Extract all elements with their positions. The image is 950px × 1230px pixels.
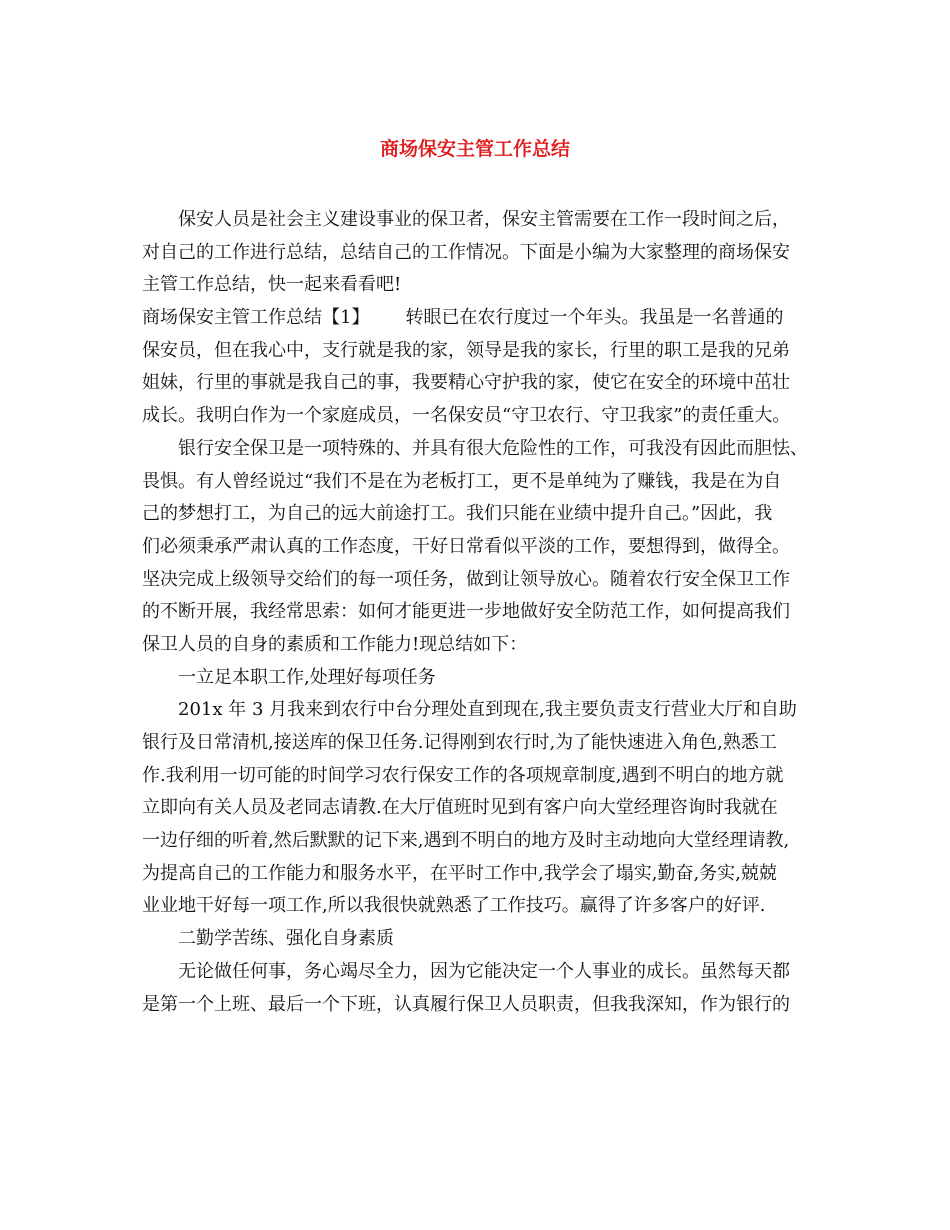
line-text: 立即向有关人员及老同志请教.在大厅值班时见到有客户向大堂经理咨询时我就在	[142, 797, 778, 819]
line-text: 银行安全保卫是一项特殊的、并具有很大危险性的工作，可我没有因此而胆怯、	[178, 437, 808, 459]
text-line	[142, 662, 822, 695]
text-line	[142, 204, 822, 237]
text-line	[142, 466, 822, 499]
text-line	[142, 498, 822, 531]
line-text: 成长。我明白作为一个家庭成员，一名保安员“守卫农行、守卫我家”的责任重大。	[142, 405, 791, 427]
line-text: 作.我利用一切可能的时间学习农行保安工作的各项规章制度,遇到不明白的地方就	[142, 764, 784, 786]
document-body	[142, 204, 822, 1021]
text-line	[142, 531, 822, 564]
text-line	[142, 890, 822, 923]
line-text: 转眼已在农行度过一个年头。我虽是一名普通的	[405, 307, 784, 329]
text-line	[142, 923, 822, 956]
text-line	[142, 792, 822, 825]
line-text: 银行及日常清机,接送库的保卫任务.记得刚到农行时,为了能快速进入角色,熟悉工	[142, 732, 777, 753]
section-heading: 商场保安主管工作总结【1】	[142, 307, 370, 329]
text-line	[142, 400, 822, 433]
text-line	[142, 433, 822, 466]
line-text: 对自己的工作进行总结，总结自己的工作情况。下面是小编为大家整理的商场保安	[142, 241, 790, 263]
line-text: 的不断开展，我经常思索：如何才能更进一步地做好安全防范工作，如何提高我们	[142, 601, 790, 623]
line-text: 畏惧。有人曾经说过“我们不是在为老板打工，更不是单纯为了赚钱，我是在为自	[142, 470, 782, 492]
line-text: 们必须秉承严肃认真的工作态度，干好日常看似平淡的工作，要想得到，做得全。	[142, 535, 790, 557]
line-text: 坚决完成上级领导交给们的每一项任务，做到让领导放心。随着农行安全保卫工作	[142, 568, 790, 590]
line-text: 主管工作总结，快一起来看看吧!	[142, 274, 402, 296]
text-line	[142, 302, 822, 335]
text-line	[142, 989, 822, 1022]
line-text: 为提高自己的工作能力和服务水平，在平时工作中,我学会了塌实,勤奋,务实,兢兢	[142, 862, 777, 884]
text-line	[142, 858, 822, 891]
line-text: 保安人员是社会主义建设事业的保卫者，保安主管需要在工作一段时间之后，	[178, 209, 790, 230]
line-text: 无论做任何事，务心竭尽全力，因为它能决定一个人事业的成长。虽然每天都	[178, 960, 790, 982]
line-text: 一立足本职工作,处理好每项任务	[178, 666, 436, 688]
text-line	[142, 760, 822, 793]
line-text: 二勤学苦练、强化自身素质	[178, 928, 394, 950]
text-line	[142, 237, 822, 270]
line-text: 是第一个上班、最后一个下班，认真履行保卫人员职责，但我我深知，作为银行的	[142, 993, 790, 1015]
document-title: 商场保安主管工作总结	[379, 138, 570, 160]
line-text: 己的梦想打工，为自己的远大前途打工。我们只能在业绩中提升自己。”因此，我	[142, 503, 773, 525]
line-text: 业业地干好每一项工作,所以我很快就熟悉了工作技巧。赢得了许多客户的好评.	[142, 895, 766, 917]
text-line	[142, 367, 822, 400]
line-text: 姐妹，行里的事就是我自己的事，我要精心守护我的家，使它在安全的环境中茁壮	[142, 372, 790, 394]
line-text: 保卫人员的自身的素质和工作能力!现总结如下：	[142, 633, 528, 655]
text-line	[142, 694, 822, 727]
text-line	[142, 629, 822, 662]
line-text: 201x 年 3 月我来到农行中台分理处直到现在,我主要负责支行营业大厅和自助	[178, 699, 797, 721]
text-line	[142, 956, 822, 989]
text-line	[142, 564, 822, 597]
text-line	[142, 825, 822, 858]
line-text: 一边仔细的听着,然后默默的记下来,遇到不明白的地方及时主动地向大堂经理请教,	[142, 830, 790, 852]
text-line	[142, 596, 822, 629]
text-line	[142, 727, 822, 760]
line-text: 保安员，但在我心中，支行就是我的家，领导是我的家长，行里的职工是我的兄弟	[142, 339, 790, 361]
text-line	[142, 269, 822, 302]
text-line	[142, 335, 822, 368]
